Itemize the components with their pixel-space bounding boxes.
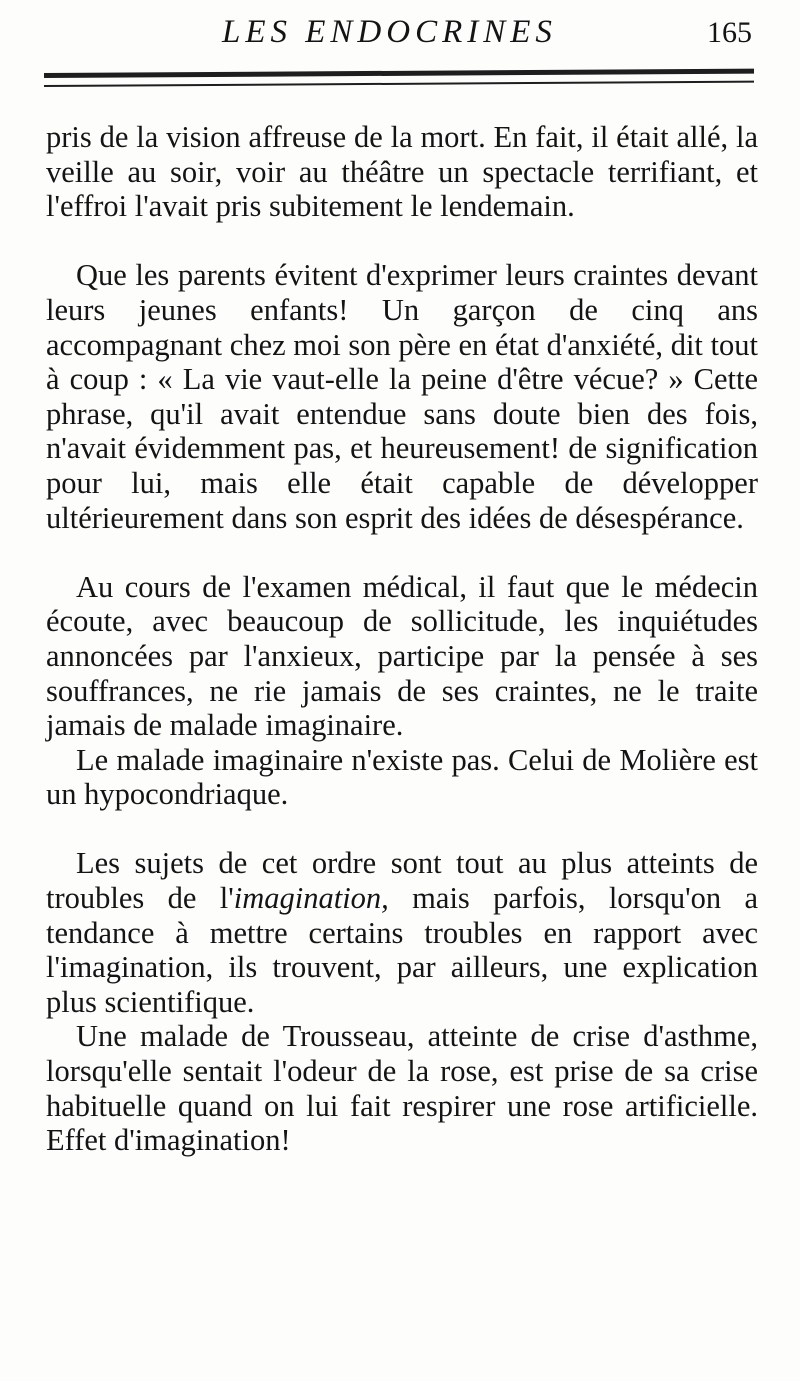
header-rule-thin	[44, 81, 754, 87]
paragraph-trousseau-case: Une malade de Trousseau, atteinte de crise d'asthme, lorsqu'elle sentait l'odeur de la rose, est prise de sa crise habituelle quand on lui fait respirer une rose artificielle. Effet d'imagination!	[46, 1019, 758, 1158]
emphasized-term: imagination,	[233, 881, 389, 916]
body-text	[46, 120, 758, 1158]
paragraph-imagination-suffix: mais parfois, lorsqu'on a tendance à mettre certains troubles en rapport avec l'imagination, ils trouvent, par ailleurs, une explication plus scientifique.	[46, 881, 758, 1019]
paragraph-medical-exam: Au cours de l'examen médical, il faut que le médecin écoute, avec beaucoup de sollicitude, les inquiétudes annoncées par l'anxieux, participe par la pensée à ses souffrances, ne rie jamais de ses craintes, ne le traite jamais de malade imaginaire.	[46, 569, 758, 743]
page-number: 165	[707, 16, 752, 49]
running-title: LES ENDOCRINES	[222, 14, 557, 50]
paragraph-imagination-prefix: Les sujets de cet ordre sont tout au plus atteints de troubles de l'	[46, 846, 758, 916]
running-head	[0, 14, 800, 64]
header-rule-thick	[44, 69, 754, 78]
paragraph-continuation: pris de la vision affreuse de la mort. En fait, il était allé, la veille au soir, voir au théâtre un spectacle terrifiant, et l'effroi l'avait pris subitement le lendemain.	[46, 120, 758, 224]
paragraph-imagination	[46, 846, 758, 1019]
paragraph-parents-fears: Que les parents évitent d'exprimer leurs craintes devant leurs jeunes enfants! Un garçon de cinq ans accompagnant chez moi son père en état d'anxiété, dit tout à coup : « La vie vaut-elle la peine d'être vécue? » Cette phrase, qu'il avait entendue sans doute bien des fois, n'avait évidemment pas, et heureusement! de signification pour lui, mais elle était capable de développer ultérieurement dans son esprit des idées de désespérance.	[46, 258, 758, 535]
paragraph-malade-imaginaire: Le malade imaginaire n'existe pas. Celui de Molière est un hypocondriaque.	[46, 742, 758, 812]
